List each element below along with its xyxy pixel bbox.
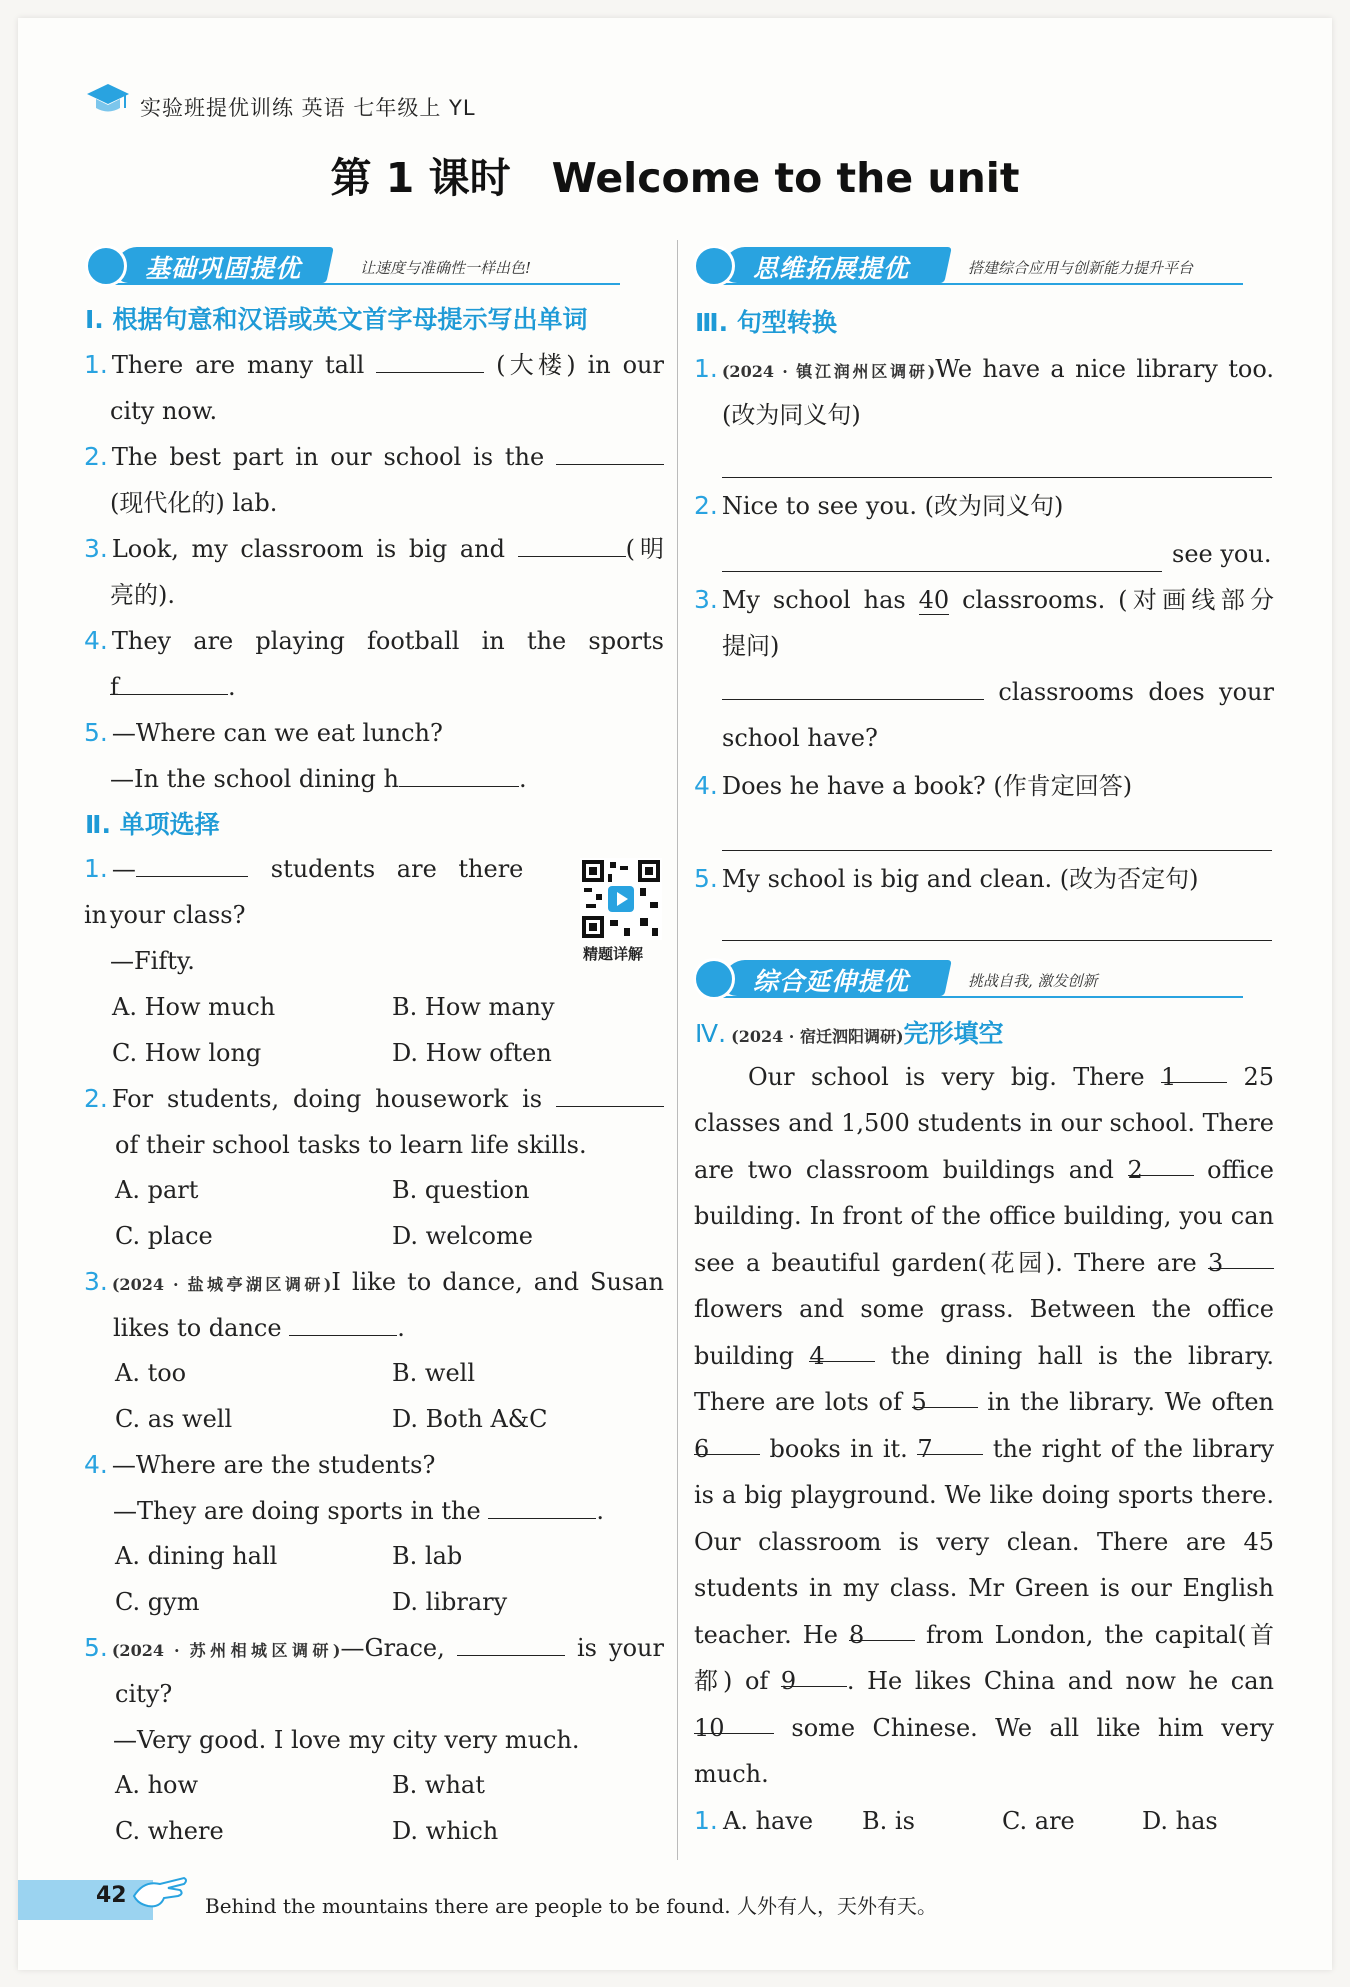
- cloze-line: classes and 1,500 students in our school. There: [694, 1109, 1274, 1137]
- banner-label: 基础巩固提优: [145, 254, 302, 283]
- cloze-line: teacher. He 8 from London, the capital(首: [694, 1612, 1274, 1659]
- cloze-line: There are lots of 5 in the library. We often: [694, 1379, 1274, 1426]
- s2-q3-cont: likes to dance .: [113, 1305, 405, 1351]
- option[interactable]: C. are: [1002, 1807, 1075, 1835]
- s1-q4: 4. They are playing football in the sports: [84, 626, 664, 655]
- s3-q3-cont: 提问): [722, 632, 780, 660]
- cloze-line: building. In front of the office building, you can: [694, 1202, 1274, 1230]
- s3-q3-line3: classrooms does your: [722, 669, 1274, 715]
- cloze-line: Our classroom is very clean. There are 45: [694, 1528, 1274, 1556]
- option[interactable]: D. welcome: [392, 1222, 533, 1250]
- cloze-line: 都) of 9 . He likes China and now he can: [694, 1658, 1274, 1705]
- s2-q1: 1. — students are there in: [84, 846, 564, 938]
- section-3-heading: Ⅲ. 句型转换: [695, 308, 837, 337]
- s1-q1: 1. There are many tall (大楼) in our: [84, 342, 664, 388]
- option[interactable]: A. too: [115, 1359, 187, 1387]
- option[interactable]: C. gym: [115, 1588, 200, 1616]
- qr-label: 精题详解: [583, 945, 644, 963]
- option[interactable]: B. what: [392, 1771, 485, 1799]
- answer-line[interactable]: [722, 850, 1272, 851]
- s3-q3-line4: school have?: [722, 724, 878, 752]
- option[interactable]: D. How often: [392, 1039, 552, 1067]
- footer-motto: Behind the mountains there are people to be found. 人外有人，天外有天。: [205, 1894, 938, 1918]
- s2-q5-line2: —Very good. I love my city very much.: [113, 1726, 580, 1754]
- option[interactable]: C. place: [115, 1222, 213, 1250]
- cloze-line: are two classroom buildings and 2 office: [694, 1147, 1274, 1194]
- option[interactable]: C. where: [115, 1817, 224, 1845]
- s1-q1-cont: city now.: [110, 397, 218, 425]
- option[interactable]: D. library: [392, 1588, 508, 1616]
- page-number: 42: [96, 1883, 127, 1908]
- banner-subtitle: 挑战自我, 激发创新: [968, 972, 1098, 990]
- s3-q5: 5. My school is big and clean. (改为否定句): [694, 864, 1199, 893]
- cloze-line: building 4 the dining hall is the library.: [694, 1333, 1274, 1380]
- s2-q2: 2. For students, doing housework is: [84, 1076, 664, 1122]
- column-divider: [677, 240, 678, 1860]
- s3-q1: 1. (2024 · 镇江润州区调研)We have a nice library too.: [694, 354, 1274, 383]
- banner-extend: [693, 245, 1243, 287]
- hand-pointer-icon: [130, 1866, 190, 1920]
- banner-subtitle: 让速度与准确性一样出色!: [360, 259, 532, 277]
- section-2-heading: Ⅱ. 单项选择: [85, 810, 220, 839]
- s1-q2-cont: (现代化的) lab.: [110, 489, 278, 517]
- target-icon: [85, 245, 127, 287]
- banner-basic: [85, 245, 630, 287]
- banner-label: 综合延伸提优: [753, 967, 910, 996]
- answer-blank[interactable]: [518, 526, 626, 557]
- option[interactable]: A. dining hall: [115, 1542, 278, 1570]
- option[interactable]: C. How long: [112, 1039, 262, 1067]
- s3-q4: 4. Does he have a book? (作肯定回答): [694, 771, 1133, 800]
- s2-q3: 3. (2024 · 盐城亭湖区调研)I like to dance, and Susan: [84, 1267, 664, 1296]
- option[interactable]: D. has: [1142, 1807, 1218, 1835]
- option[interactable]: A. how: [115, 1771, 199, 1799]
- option[interactable]: A. How much: [112, 993, 276, 1021]
- cloze-line: 6 books in it. 7 the right of the library: [694, 1426, 1274, 1473]
- s2-q1-cont: your class?: [110, 901, 246, 929]
- s3-q1-instr: (改为同义句): [722, 401, 861, 429]
- cloze-line: students in my class. Mr Green is our English: [694, 1574, 1274, 1602]
- option[interactable]: A. have: [723, 1807, 814, 1835]
- s2-q4: 4. —Where are the students?: [84, 1450, 436, 1479]
- cloze-line: much.: [694, 1760, 769, 1788]
- answer-line[interactable]: [722, 571, 1162, 572]
- page-title: 第 1 课时 Welcome to the unit: [330, 154, 1020, 202]
- option[interactable]: D. Both A&C: [392, 1405, 548, 1433]
- section-4-heading: Ⅳ. (2024 · 宿迁泗阳调研)完形填空: [695, 1019, 1004, 1048]
- cloze-line: see a beautiful garden(花园). There are 3: [694, 1240, 1274, 1287]
- option[interactable]: B. well: [392, 1359, 475, 1387]
- s3-q2: 2. Nice to see you. (改为同义句): [694, 491, 1064, 520]
- s2-q5-cont: city?: [115, 1680, 173, 1708]
- s1-q5: 5. —Where can we eat lunch?: [84, 718, 443, 747]
- cloze-line: flowers and some grass. Between the office: [694, 1295, 1274, 1323]
- option[interactable]: B. is: [862, 1807, 915, 1835]
- s1-q5-cont: —In the school dining h .: [110, 756, 527, 802]
- option[interactable]: B. How many: [392, 993, 555, 1021]
- s3-q3: 3. My school has 40 classrooms. (对画线部分: [694, 585, 1274, 614]
- book-header: 实验班提优训练 英语 七年级上 YL: [140, 96, 476, 120]
- answer-line[interactable]: [722, 940, 1272, 941]
- banner-comprehensive: [693, 958, 1243, 1000]
- s2-q2-cont: of their school tasks to learn life skills.: [115, 1131, 587, 1159]
- answer-blank[interactable]: [556, 434, 664, 465]
- s1-q3: 3. Look, my classroom is big and (明: [84, 526, 664, 572]
- option[interactable]: B. question: [392, 1176, 530, 1204]
- graduation-cap-icon: [85, 82, 131, 120]
- banner-subtitle: 搭建综合应用与创新能力提升平台: [968, 259, 1194, 277]
- cloze-line: Our school is very big. There 1 25: [748, 1054, 1274, 1101]
- s3-q2-tail: see you.: [1172, 540, 1272, 568]
- answer-blank[interactable]: [376, 342, 484, 373]
- cloze-line: 10 some Chinese. We all like him very: [694, 1705, 1274, 1752]
- qr-code[interactable]: [580, 858, 662, 940]
- s4-q1: 1.: [694, 1806, 718, 1835]
- s1-q4-cont: f .: [110, 664, 236, 710]
- s2-q4-cont: —They are doing sports in the .: [113, 1488, 604, 1534]
- rocket-icon: [693, 958, 735, 1000]
- atom-icon: [693, 245, 735, 287]
- option[interactable]: A. part: [115, 1176, 199, 1204]
- s1-q3-cont: 亮的).: [110, 581, 175, 609]
- s2-q5: 5. (2024 · 苏州相城区调研)—Grace, is your: [84, 1625, 664, 1674]
- banner-label: 思维拓展提优: [753, 254, 910, 283]
- section-1-heading: Ⅰ. 根据句意和汉语或英文首字母提示写出单词: [85, 305, 588, 334]
- cloze-line: is a big playground. We like doing sports there.: [694, 1481, 1274, 1509]
- option[interactable]: C. as well: [115, 1405, 233, 1433]
- answer-line[interactable]: [722, 477, 1272, 478]
- s2-q1-answer: —Fifty.: [110, 947, 195, 975]
- option[interactable]: D. which: [392, 1817, 499, 1845]
- option[interactable]: B. lab: [392, 1542, 463, 1570]
- s1-q2: 2. The best part in our school is the: [84, 434, 664, 480]
